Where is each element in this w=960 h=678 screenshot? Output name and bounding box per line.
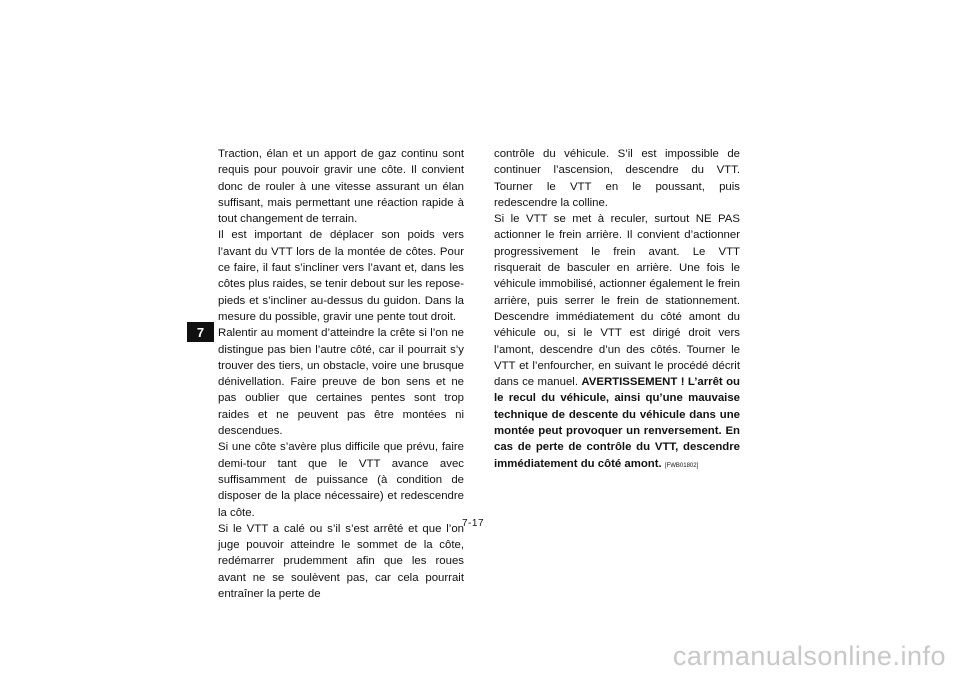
warning-text: AVERTISSEMENT ! L’arrêt ou le recul du véhicule, ainsi qu’une mauvaise technique de descente du véhicule dans une montée peut provoquer un renversement. En cas de perte de contrôle du VTT, descendre immédiatement du côté amont. — [494, 376, 740, 470]
paragraph-text: Si le VTT se met à reculer, surtout NE PAS actionner le frein arrière. Il convient d’actionner progressivement le frein avant. Le VTT risquerait de basculer en arrière. Une fois le véhicule immobilisé, actionner également le frein arrière, puis serrer le frein de stationnement. Descendre immédiatement du côté amont du véhicule ou, si le VTT est dirigé droit vers l’amont, descendre d’un des côtés. Tourner le VTT et l’enfourcher, en suivant le procédé décrit dans ce manuel. — [494, 213, 740, 389]
paragraph: contrôle du véhicule. S’il est impossible de continuer l’ascension, descendre du VTT. Tourner le VTT en le poussant, puis redescendre la colline. — [494, 148, 740, 209]
paragraph: Si une côte s’avère plus difficile que prévu, faire demi-tour tant que le VTT avance avec suffisamment de puissance (à condition de disposer de la place nécessaire) et redescendre la côte. — [218, 441, 464, 519]
paragraph: Il est important de déplacer son poids vers l’avant du VTT lors de la montée de côtes. Pour ce faire, il faut s’incliner vers l’avant et, dans les côtes plus raides, se tenir debout sur les repose-pieds et s’incliner au-dessus du guidon. Dans la mesure du possible, gravir une pente tout droit. — [218, 229, 464, 323]
paragraph-with-warning — [494, 211, 740, 474]
page-number: 7-17 — [462, 518, 485, 529]
warning-code: [FWB01802] — [664, 462, 699, 469]
paragraph: Ralentir au moment d’atteindre la crête si l’on ne distingue pas bien l’autre côté, car il pourrait s’y trouver des tiers, un obstacle, voire une brusque dénivellation. Faire preuve de bon sens et ne pas oublier que certaines pentes sont trop raides et ne peuvent pas être montées ni descendues. — [218, 327, 464, 438]
watermark: carmanualsonline.info — [672, 641, 946, 671]
left-column — [218, 146, 464, 602]
right-column — [494, 146, 740, 474]
paragraph: Si le VTT a calé ou s’il s’est arrêté et que l’on juge pouvoir atteindre le sommet de la côte, redémarrer prudemment afin que les roues avant ne se soulèvent pas, car cela pourrait entraîner la perte de — [218, 522, 464, 601]
paragraph: Traction, élan et un apport de gaz continu sont requis pour pouvoir gravir une côte. Il convient donc de rouler à une vitesse assurant un élan suffisant, mais permettant une réaction rapide à tout changement de terrain. — [218, 148, 464, 226]
chapter-tab: 7 — [187, 322, 214, 342]
